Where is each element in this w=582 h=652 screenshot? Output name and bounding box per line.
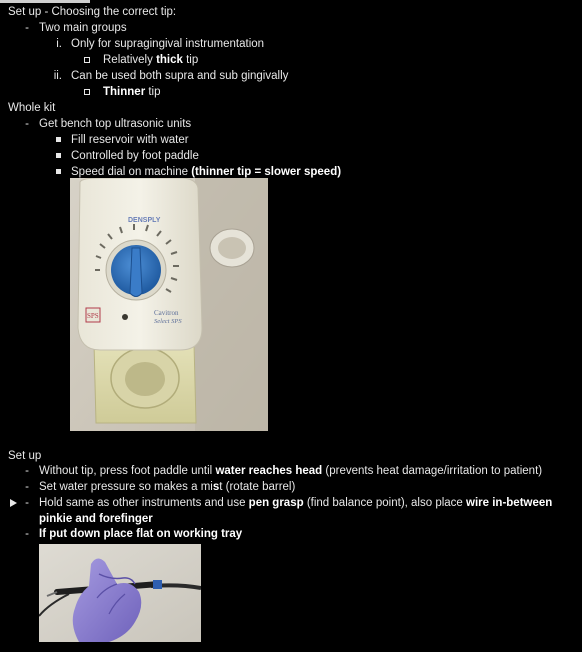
gloved-hand-illustration (39, 544, 201, 642)
pen-grasp-bold: pen grasp (248, 497, 304, 509)
setup-item-3-line2 (39, 511, 153, 527)
mist-bold: s (212, 481, 220, 493)
water-reaches-head-bold: water reaches head (215, 465, 323, 477)
pinkie-forefinger-bold: pinkie and forefinger (39, 513, 153, 525)
dash-marker: - (25, 497, 29, 509)
checkbox-bullet-icon (84, 57, 90, 63)
group-1-sub-tail: tip (182, 54, 199, 66)
brand-label: DENSPLY (128, 217, 161, 224)
group-2-text: Can be used both supra and sub gingivally (71, 70, 289, 82)
bullet-text-2: Controlled by foot paddle (71, 150, 199, 162)
roman-numeral-1: i. (56, 38, 62, 50)
bullet-text-1: Fill reservoir with water (71, 134, 189, 146)
square-bullet-icon (56, 137, 61, 142)
cavitron-unit-illustration (70, 178, 268, 431)
setup-item-2-tail: t (rotate barrel) (219, 481, 296, 493)
setup-item-3-mid: (find balance point), also place (303, 497, 467, 509)
square-bullet-icon (56, 169, 61, 174)
thinner-bold: Thinner (103, 86, 146, 98)
whole-kit-heading: Whole kit (8, 102, 56, 114)
handpiece-blue-band (153, 580, 162, 589)
group-2-sub-tail: tip (145, 86, 161, 98)
setup-heading: Set up (8, 450, 42, 462)
flat-tray-bold: If put down place flat on working tray (39, 528, 243, 540)
roman-numeral-2: ii. (53, 70, 62, 82)
dash-marker: - (25, 465, 29, 477)
group-1-sub-text: Relatively (103, 54, 157, 66)
pen-grasp-photo (39, 544, 201, 642)
square-bullet-icon (56, 153, 61, 158)
arrow-bullet-icon (10, 499, 17, 507)
speed-dial-bold: (thinner tip = slower speed) (191, 166, 342, 178)
setup-item-1-text: Without tip, press foot paddle until (39, 465, 216, 477)
setup-item-3-text: Hold same as other instruments and use (39, 497, 249, 509)
dash-marker: - (25, 118, 29, 130)
whole-kit-item-text: Get bench top ultrasonic units (39, 118, 192, 130)
dash-marker: - (25, 22, 29, 34)
thick-bold: thick (156, 54, 183, 66)
model-line-1: Cavitron (154, 309, 179, 317)
speed-dial-text: Speed dial on machine (71, 166, 192, 178)
ultrasonic-unit-photo (70, 178, 268, 431)
checkbox-bullet-icon (84, 89, 90, 95)
setup-item-1-tail: (prevents heat damage/irritation to patient) (322, 465, 543, 477)
group-1-text: Only for supragingival instrumentation (71, 38, 265, 50)
setup-tip-heading: Set up - Choosing the correct tip: (8, 6, 177, 18)
wire-bold: wire in-between (466, 497, 553, 509)
setup-item-2-text: Set water pressure so makes a mi (39, 481, 213, 493)
dash-marker: - (25, 528, 29, 540)
model-line-2: Select SPS (154, 318, 182, 325)
dash-marker: - (25, 481, 29, 493)
sps-logo: SPS (87, 312, 99, 320)
groups-text: Two main groups (39, 22, 127, 34)
